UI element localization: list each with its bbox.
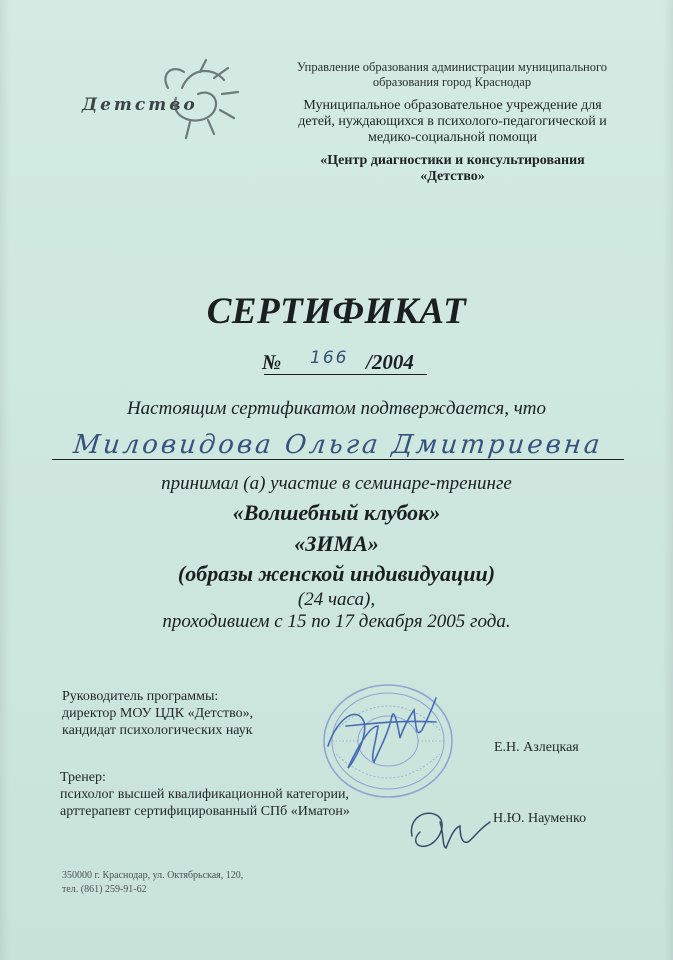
handwritten-number: 166 [310,348,349,368]
trainer-name: Н.Ю. Науменко [493,811,587,826]
confirmation-text: Настоящим сертификатом подтверждается, что [126,398,547,419]
institution-description [255,98,650,146]
institution-line: медико-социальной помощи [367,130,537,145]
seminar-title: «Волшебный клубок» [232,500,441,525]
lead-position: кандидат психологических наук [62,723,253,738]
lead-name: Е.Н. Азлецкая [494,740,579,755]
number-sign: № [262,350,282,374]
certificate-number [262,350,427,376]
institution-line: детей, нуждающихся в психолого-педагогической и [298,114,607,129]
center-name [255,153,650,185]
detstvo-logo [72,58,242,148]
lead-label: Руководитель программы: [62,689,219,704]
trainer-signature [404,800,496,856]
number-underline [264,374,427,375]
seminar-dates: проходившем с 15 по 17 декабря 2005 года. [162,611,511,632]
trainer-block [60,769,350,820]
lead-signature [318,686,448,786]
institution-line: Муниципальное образовательное учреждение для [303,98,602,113]
issuing-authority [262,60,642,90]
recipient-name: Миловидова Ольга Дмитриевна [71,430,605,460]
logo-text: Детство [82,95,198,115]
footer-contacts [62,869,243,897]
certificate-title: СЕРТИФИКАТ [206,291,467,332]
recipient-field [52,432,624,462]
authority-line: Управление образования администрации муниципального [296,60,608,74]
center-name-line: «Центр диагностики и консультирования [320,153,585,168]
recipient-underline [52,459,624,460]
trainer-position: арттерапевт сертифицированный СПб «Иматон» [60,804,350,819]
program-lead-block [62,688,253,739]
authority-line: образования город Краснодар [372,75,532,89]
number-year: /2004 [366,350,414,374]
seminar-season: «ЗИМА» [294,531,379,556]
seminar-hours: (24 часа), [297,589,376,610]
trainer-label: Тренер: [60,770,106,785]
lead-position: директор МОУ ЦДК «Детство», [62,706,254,721]
trainer-position: психолог высшей квалификационной категории, [60,787,349,802]
seminar-subtitle: (образы женской индивидуации) [177,561,496,586]
footer-phone: тел. (861) 259-91-62 [62,884,147,895]
center-name-line: «Детство» [420,169,485,184]
footer-address: 350000 г. Краснодар, ул. Октябрьская, 120, [62,870,244,881]
participation-text: принимал (а) участие в семинаре-тренинге [161,473,512,494]
